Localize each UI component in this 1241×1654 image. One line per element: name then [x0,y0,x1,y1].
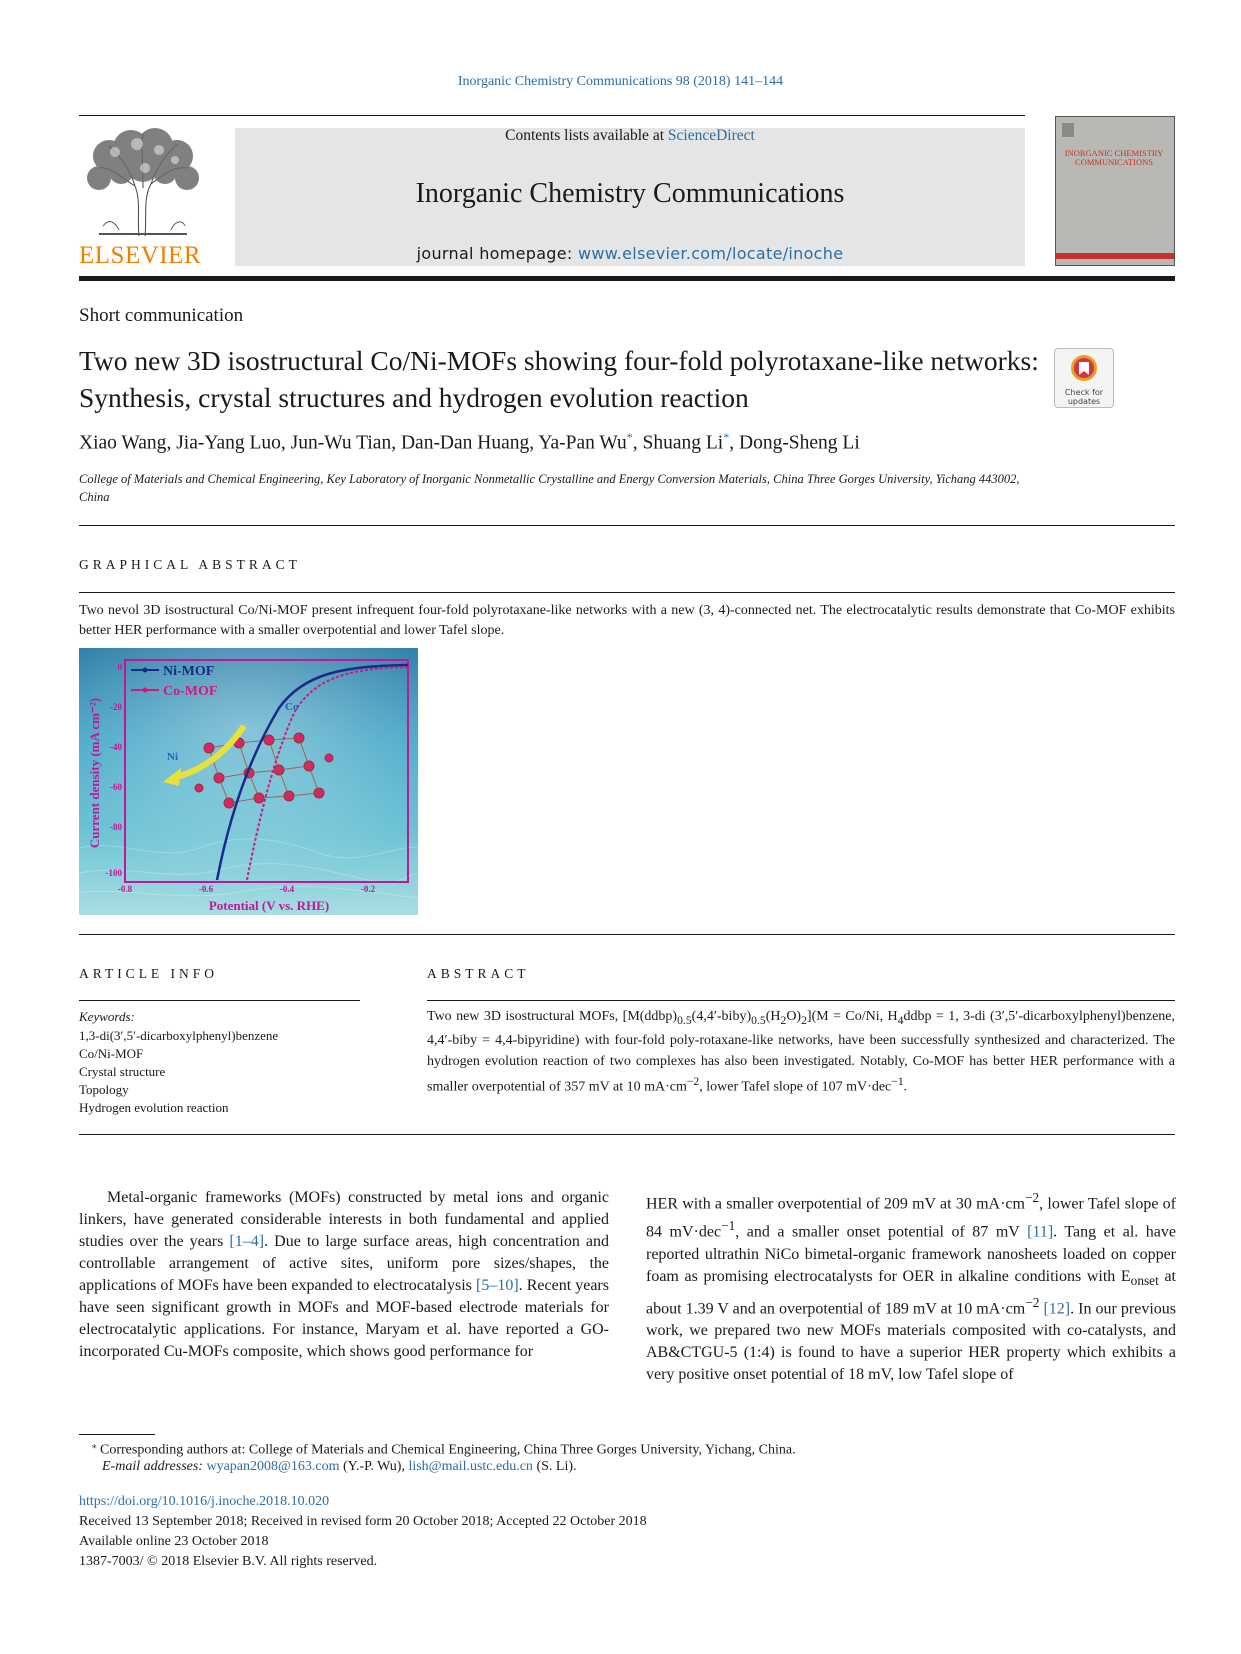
header-top-rule [79,115,1025,116]
cover-logo-mark [1062,123,1074,137]
annotation-ni: Ni [167,751,178,763]
x-axis-label: Potential (V vs. RHE) [208,898,330,913]
article-info-rule [79,1000,360,1001]
keyword-item: Hydrogen evolution reaction [79,1100,229,1115]
ga-bottom-rule [79,934,1175,935]
email-link[interactable]: lish@mail.ustc.edu.cn [408,1459,533,1474]
keyword-item: Crystal structure [79,1064,166,1079]
author-list: Xiao Wang, Jia-Yang Luo, Jun-Wu Tian, Dan-Dan Huang, Ya-Pan Wu*, Shuang Li*, Dong-Sheng Li [79,430,860,454]
corresponding-footnote [92,1440,1172,1459]
check-for-updates-badge[interactable] [1054,348,1114,408]
abstract-heading: ABSTRACT [427,966,530,981]
copyright: 1387-7003/ © 2018 Elsevier B.V. All rights reserved. [79,1554,378,1569]
xtick-label: -0.2 [360,884,376,894]
author-name[interactable]: Jia-Yang Luo [176,432,281,454]
y-axis-label: Current density (mA cm⁻²) [87,697,102,849]
journal-citation[interactable]: Inorganic Chemistry Communications 98 (2018) 141–144 [457,74,784,89]
footnote-mark: ⁎ [92,1440,97,1450]
article-type: Short communication [79,305,244,326]
journal-title: Inorganic Chemistry Communications [415,178,845,209]
cover-title: INORGANIC CHEMISTRY COMMUNICATIONS [1064,148,1164,167]
graphical-abstract-heading: GRAPHICAL ABSTRACT [79,557,301,572]
reference-link[interactable]: [12] [1043,1300,1071,1318]
keyword-item: 1,3-di(3′,5′-dicarboxylphenyl)benzene [79,1028,279,1043]
ytick-label: -60 [110,782,122,792]
ytick-label: -80 [110,822,122,832]
keyword-item: Topology [79,1082,129,1097]
her-polarization-plot [79,648,418,915]
keywords-label: Keywords: [79,1009,135,1024]
legend-marker-ni [143,668,148,673]
legend-marker-co [143,688,148,693]
email-footnote: E-mail addresses: wyapan2008@163.com (Y.-P. Wu), lish@mail.ustc.edu.cn (S. Li). [102,1459,577,1474]
article-info-heading: ARTICLE INFO [79,966,219,981]
legend-label-co: Co-MOF [163,684,218,699]
graphical-abstract-figure[interactable] [79,648,418,915]
xtick-label: -0.8 [117,884,133,894]
sciencedirect-link[interactable]: ScienceDirect [667,127,755,144]
author-name[interactable]: Shuang Li [642,432,724,454]
affiliation: College of Materials and Chemical Engineering, Key Laboratory of Inorganic Nonmetallic Crystalline and Energy Conversion Materials, China Three Gorges University, Yichang 443002, China [79,472,1020,504]
footnote-rule [79,1434,155,1435]
author-name[interactable]: Jun-Wu Tian [290,432,392,454]
keyword-list [79,1027,278,1117]
author-name[interactable]: Dong-Sheng Li [738,432,860,454]
check-updates-icon [1069,353,1099,383]
xtick-label: -0.6 [198,884,214,894]
header-thick-rule [79,276,1175,281]
check-updates-label: Check for updates [1064,388,1104,406]
homepage-link[interactable]: www.elsevier.com/locate/inoche [578,244,844,263]
corresponding-text: Corresponding authors at: College of Materials and Chemical Engineering, China Three Gorges University, Yichang, China. [100,1442,796,1458]
author-name[interactable]: Xiao Wang [79,432,167,454]
journal-cover-thumbnail[interactable] [1055,116,1175,266]
paper-title: Two new 3D isostructural Co/Ni-MOFs showing four-fold polyrotaxane-like networks: Synthesis, crystal structures and hydrogen evolution reaction [79,345,1039,413]
corresponding-mark[interactable]: * [626,430,633,444]
legend-label-ni: Ni-MOF [163,664,215,679]
xtick-label: -0.4 [279,884,295,894]
email-link[interactable]: wyapan2008@163.com [206,1459,340,1474]
corresponding-mark[interactable]: * [723,430,730,444]
abstract-bottom-rule [79,1134,1175,1135]
journal-homepage [235,244,1025,263]
elsevier-tree-icon [79,126,207,238]
email-label: E-mail addresses: [102,1459,203,1474]
elsevier-logo[interactable] [79,126,207,269]
author-name[interactable]: Ya-Pan Wu [538,432,627,454]
publisher-wordmark: ELSEVIER [79,242,202,269]
body-column-right: HER with a smaller overpotential of 209 mV at 30 $mA\cdot cm^{-2}$, lower Tafel slope of 84 mV·dec$^{-1}$, and a smaller onset potential of 87 mV [11]. Tang et al. have reported ultrathin NiCo bimetal-organic framework nanosheets loaded on copper foam as promising electrocatalysts for OER in alkaline conditions with $E_{onset}$ at about 1.39 V and an overpotential of 189 mV at 10 $mA\cdot cm^{-2}$ [12]. In our previous work, we prepared two new MOFs materials composited with co-catalysts, and AB&CTGU-5 (1:4) is found to have a superior HER property which exhibits a very positive onset potential of 18 mV, low Tafel slope of [646,1190,1177,1384]
online-date: Available online 23 October 2018 [79,1534,269,1549]
contents-line [235,127,1025,145]
homepage-prefix: journal homepage: [416,244,578,263]
doi-link[interactable]: https://doi.org/10.1016/j.inoche.2018.10.020 [79,1494,330,1509]
reference-link[interactable]: [1–4] [229,1233,265,1250]
body-column-left: Metal-organic frameworks (MOFs) constructed by metal ions and organic linkers, have generated considerable interests in both fundamental and applied studies over the years [1–4]. Due to large surface areas, high concentration and controllable arrangement of active sites, uniform pore sizes/shapes, the applications of MOFs have been expanded to electrocatalysis [5–10]. Recent years have seen significant growth in MOFs and MOF-based electrode materials for electrocatalytic applications. For instance, Maryam et al. have reported a GO-incorporated Cu-MOFs composite, which shows good performance for [79,1189,609,1360]
ytick-label: -100 [105,868,122,878]
abstract-text: Two new 3D isostructural MOFs, $[M(ddbp)_{0.5}(4,4'-biby)_{0.5}(H_2O)_2](M = Co/Ni$, $H_4ddbp = 1$, 3-di (3′,5′-dicarboxylphenyl)benzene, 4,4′-biby = 4,4-bipyridine) with four-fold poly-rotaxane-like networks, have been successfully synthesized and characterized. The hydrogen evolution reaction of two complexes has also been investigated. Notably, Co-MOF has better HER performance with a smaller overpotential of 357 mV at 10 $mA\cdot cm^{-2}$, lower Tafel slope of 107 mV·dec$^{-1}$. [427,1009,1175,1095]
graphical-abstract-text: Two nevol 3D isostructural Co/Ni-MOF present infrequent four-fold polyrotaxane-like networks with a new (3, 4)-connected net. The electrocatalytic results demonstrate that Co-MOF exhibits better HER performance with a smaller overpotential and lower Tafel slope. [79,603,1175,638]
author-name[interactable]: Dan-Dan Huang [400,432,530,454]
received-dates: Received 13 September 2018; Received in revised form 20 October 2018; Accepted 22 October 2018 [79,1514,647,1529]
keyword-item: Co/Ni-MOF [79,1046,144,1061]
reference-link[interactable]: [11] [1027,1223,1054,1241]
ga-rule [79,592,1175,593]
head-bottom-rule [79,525,1175,526]
ytick-label: -40 [110,742,122,752]
cover-red-band [1056,253,1174,259]
ytick-label: -20 [110,702,122,712]
contents-prefix: Contents lists available at [505,127,668,144]
annotation-co: Co [285,701,299,713]
abstract-rule [427,1000,1175,1001]
reference-link[interactable]: [5–10] [475,1277,519,1294]
ytick-label: 0 [117,662,122,672]
